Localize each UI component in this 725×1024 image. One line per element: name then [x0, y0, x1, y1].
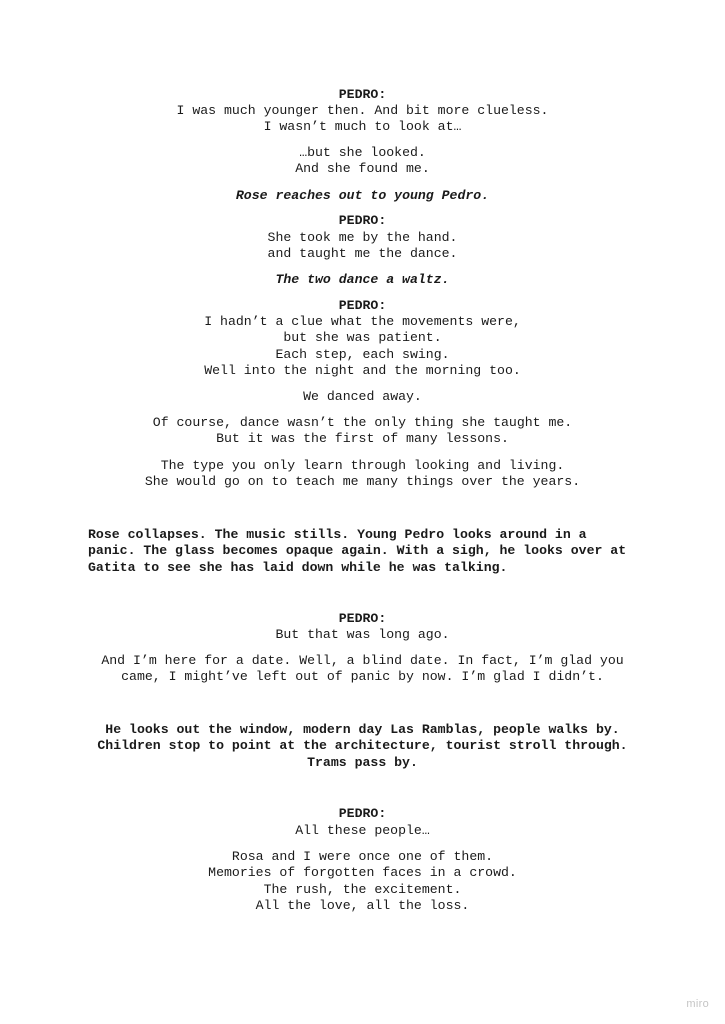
dialogue: I was much younger then. And bit more clueless. I wasn’t much to look at…: [176, 103, 549, 135]
dialogue: I hadn’t a clue what the movements were, but she was patient. Each step, each swing. Well into the night and the morning too.: [204, 314, 521, 378]
speaker-name: PEDRO:: [338, 213, 387, 228]
stage-direction: The two dance a waltz.: [275, 272, 450, 287]
dialogue: …but she looked. And she found me.: [295, 145, 430, 177]
miro-watermark: miro: [686, 998, 709, 1010]
action-description: He looks out the window, modern day Las Ramblas, people walks by. Children stop to point at the architecture, tourist stroll through. Trams pass by.: [97, 722, 628, 770]
speaker-name: PEDRO:: [338, 611, 387, 626]
dialogue: Of course, dance wasn’t the only thing she taught me. But it was the first of many lessons.: [152, 415, 573, 447]
dialogue: We danced away.: [303, 389, 422, 404]
dialogue: But that was long ago.: [275, 627, 450, 642]
dialogue: She took me by the hand. and taught me the dance.: [267, 230, 458, 262]
dialogue: All these people…: [295, 823, 430, 838]
speaker-name: PEDRO:: [338, 298, 387, 313]
action-description: Rose collapses. The music stills. Young Pedro looks around in a panic. The glass becomes opaque again. With a sigh, he looks over at Gatita to see she has laid down while he was talking.: [88, 527, 627, 575]
speaker-name: PEDRO:: [338, 806, 387, 821]
stage-direction: Rose reaches out to young Pedro.: [235, 188, 490, 203]
dialogue: Rosa and I were once one of them. Memories of forgotten faces in a crowd. The rush, the excitement. All the love, all the loss.: [208, 849, 517, 913]
dialogue: The type you only learn through looking and living. She would go on to teach me many things over the years.: [144, 458, 581, 490]
dialogue: And I’m here for a date. Well, a blind date. In fact, I’m glad you came, I might’ve left out of panic by now. I’m glad I didn’t.: [101, 653, 624, 685]
speaker-name: PEDRO:: [338, 87, 387, 102]
